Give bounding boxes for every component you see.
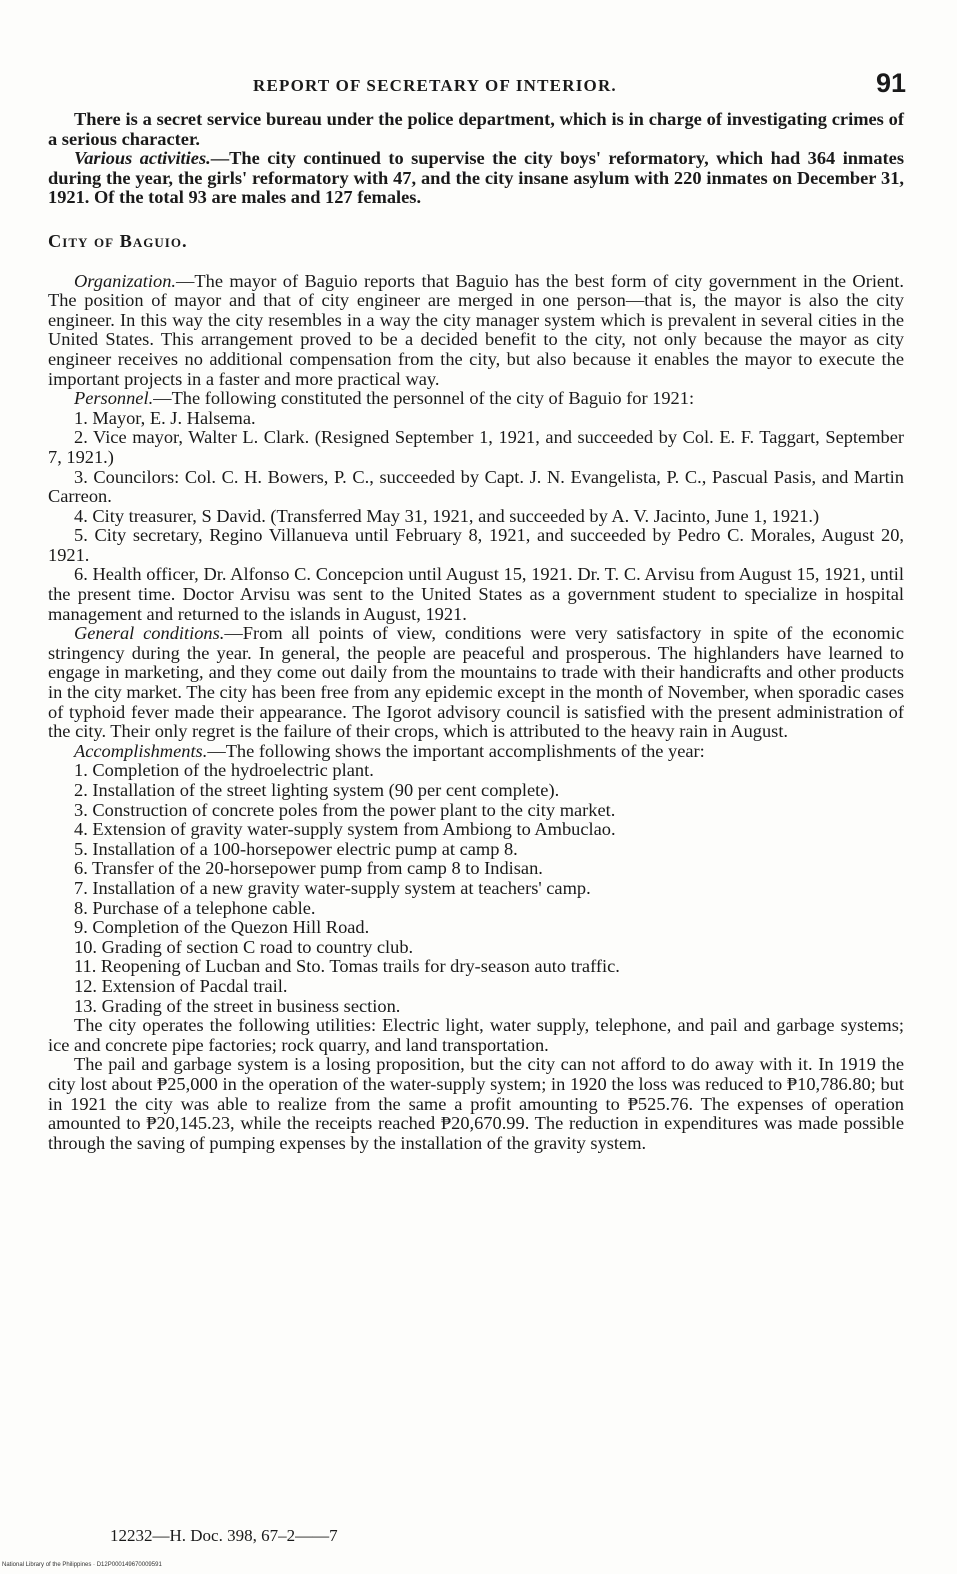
text-personnel: —The following constituted the personnel of the city of Baguio for 1921: xyxy=(153,388,695,409)
paragraph-utilities: The city operates the following utilities: Electric light, water supply, telephone, and pail and garbage systems; ice and concrete pipe factories; rock quarry, and land transportation. xyxy=(48,1015,904,1055)
lead-accomplishments: Accomplishments. xyxy=(74,740,208,761)
list-item: 11. Reopening of Lucban and Sto. Tomas trails for dry-season auto traffic. xyxy=(74,956,620,977)
list-item: 6. Transfer of the 20-horsepower pump from camp 8 to Indisan. xyxy=(74,858,543,879)
lead-organization: Organization. xyxy=(74,270,177,291)
running-head xyxy=(48,66,906,106)
paragraph-secret-service: There is a secret service bureau under the police department, which is in charge of investigating crimes of a serious character. xyxy=(48,109,904,149)
text-organization: —The mayor of Baguio reports that Baguio has the best form of city government in the Orient. The position of mayor and that of city engineer are merged in one person—that is, the mayor is also the city engineer. In this way the city resembles in a way the city manager system which is prevalent in several cities in the United States. This arrangement proved to be a decided benefit to the city, not only because the mayor as city engineer receives no additional compensation from the city, but also because it enables the mayor to execute the important projects in a faster and more practical way. xyxy=(48,270,904,389)
list-item: 10. Grading of section C road to country club. xyxy=(74,936,414,957)
list-item: 1. Completion of the hydroelectric plant. xyxy=(74,760,374,781)
section-title: City of Baguio. xyxy=(48,230,188,251)
personnel-list xyxy=(48,409,904,625)
list-item: 9. Completion of the Quezon Hill Road. xyxy=(74,917,370,938)
list-item: 2. Vice mayor, Walter L. Clark. (Resigned September 1, 1921, and succeeded by Col. E. F. Taggart, September 7, 1921.) xyxy=(48,427,904,467)
list-item: 4. Extension of gravity water-supply system from Ambiong to Ambuclao. xyxy=(74,819,616,840)
paragraph-pail-garbage: The pail and garbage system is a losing proposition, but the city can not afford to do away with it. In 1919 the city lost about ₱25,000 in the operation of the water-supply system; in 1920 the loss was reduced to ₱10,786.80; but in 1921 the city was able to realize from the same a profit amounting to ₱525.76. The expenses of operation amounted to ₱20,145.23, while the receipts reached ₱20,670.99. The reduction in expenditures was made possible through the saving of pumping expenses by the installation of the gravity system. xyxy=(48,1054,904,1153)
document-body xyxy=(48,110,904,1153)
list-item: 6. Health officer, Dr. Alfonso C. Concepcion until August 15, 1921. Dr. T. C. Arvisu from August 15, 1921, until the present time. Doctor Arvisu was sent to the United States as a government student to specialize in hospital management and returned to the islands in August, 1921. xyxy=(48,564,904,624)
police-section xyxy=(48,110,904,208)
text-various-activities: —The city continued to supervise the city boys' reformatory, which had 364 inmates during the year, the girls' reformatory with 47, and the city insane asylum with 220 inmates on December 31, 1921. Of the total 93 are males and 127 females. xyxy=(48,148,904,208)
list-item: 2. Installation of the street lighting system (90 per cent complete). xyxy=(74,780,560,800)
running-title: REPORT OF SECRETARY OF INTERIOR. xyxy=(253,76,617,95)
paragraph-personnel xyxy=(48,389,904,409)
list-item: 13. Grading of the street in business section. xyxy=(74,995,401,1016)
list-item: 3. Councilors: Col. C. H. Bowers, P. C., succeeded by Capt. J. N. Evangelista, P. C., Pascual Pasis, and Martin Carreon. xyxy=(48,466,904,507)
list-item: 3. Construction of concrete poles from the power plant to the city market. xyxy=(74,799,616,820)
document-signature: 12232—H. Doc. 398, 67–2——7 xyxy=(110,1526,338,1545)
lead-various-activities: Various activities. xyxy=(74,148,211,169)
list-item: 8. Purchase of a telephone cable. xyxy=(74,897,316,918)
paragraph-organization xyxy=(48,272,904,390)
list-item: 7. Installation of a new gravity water-supply system at teachers' camp. xyxy=(74,877,591,898)
text-accomplishments: —The following shows the important accomplishments of the year: xyxy=(207,740,705,761)
list-item: 5. Installation of a 100-horsepower electric pump at camp 8. xyxy=(74,838,518,859)
list-item: 4. City treasurer, S David. (Transferred May 31, 1921, and succeeded by A. V. Jacinto, June 1, 1921.) xyxy=(74,505,820,526)
paragraph-various-activities xyxy=(48,149,904,208)
list-item: 1. Mayor, E. J. Halsema. xyxy=(74,407,256,428)
text-general-conditions: —From all points of view, conditions were very satisfactory in spite of the economic stringency during the year. In general, the people are peaceful and prosperous. The highlanders have learned to engage in marketing, and they come out daily from the mountains to trade with their handicrafts and other products in the city market. The city has been free from any epidemic except in the month of November, when sporadic cases of typhoid fever made their appearance. The Igorot advisory council is satisfied with the present administration of the city. Their only regret is the failure of their crops, which is attributed to the heavy rain in August. xyxy=(48,623,904,742)
lead-general-conditions: General conditions. xyxy=(74,623,225,644)
accomplishments-list xyxy=(48,761,904,1016)
lead-personnel: Personnel. xyxy=(74,388,154,409)
list-item: 12. Extension of Pacdal trail. xyxy=(74,975,288,996)
library-imprint: National Library of the Philippines · D12P000149670009591 xyxy=(2,1562,162,1568)
page-number: 91 xyxy=(875,68,906,98)
list-item: 5. City secretary, Regino Villanueva until February 8, 1921, and succeeded by Pedro C. Morales, August 20, 1921. xyxy=(48,525,904,565)
paragraph-accomplishments xyxy=(48,742,904,762)
paragraph-general-conditions xyxy=(48,624,904,742)
